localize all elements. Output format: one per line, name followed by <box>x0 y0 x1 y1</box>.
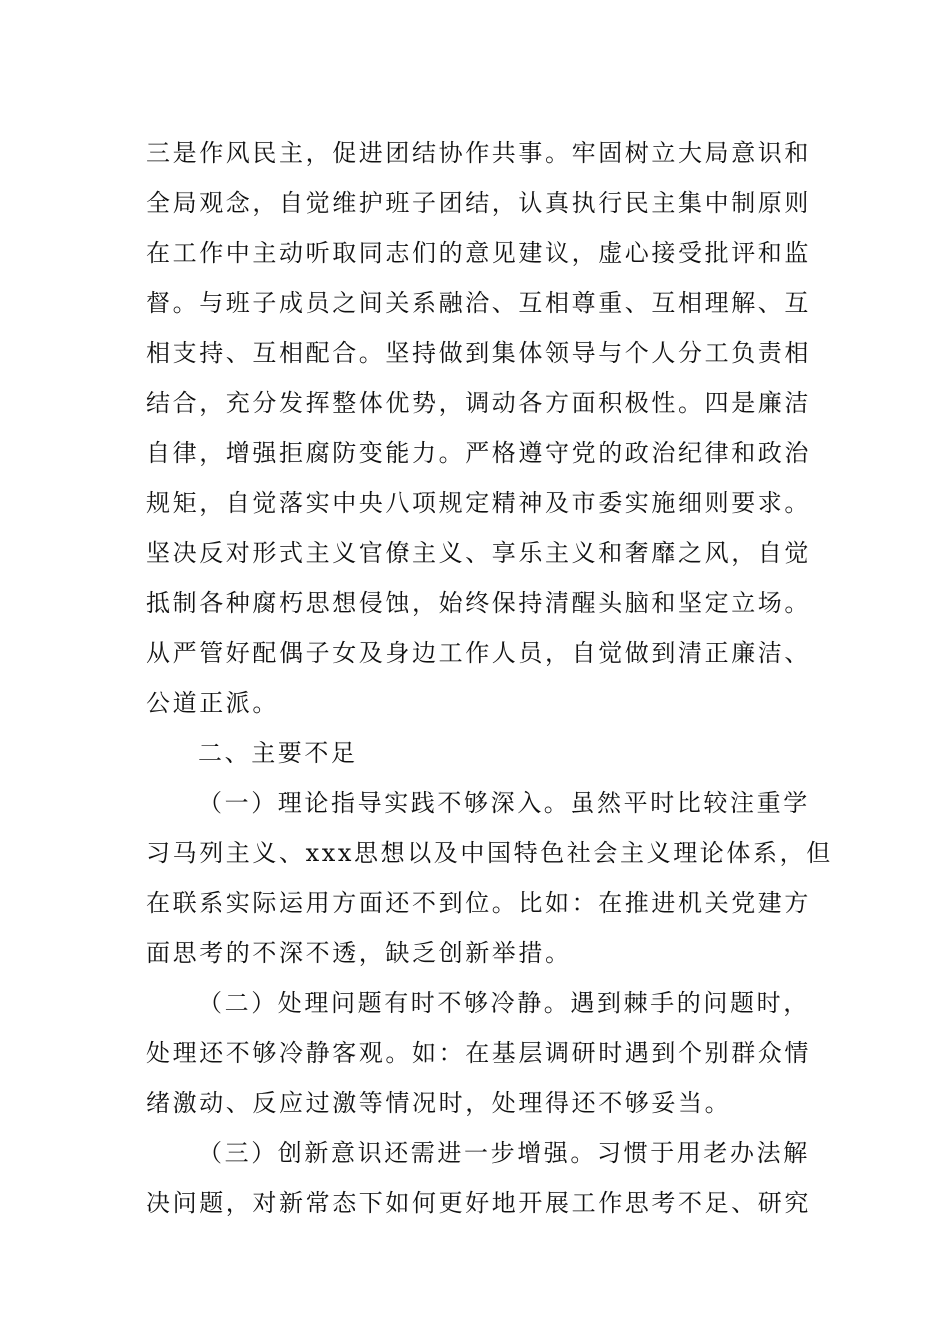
text-line: 从严管好配偶子女及身边工作人员，自觉做到清正廉洁、 <box>146 639 811 667</box>
text-line: （二）处理问题有时不够冷静。遇到棘手的问题时， <box>198 989 810 1017</box>
text-line: 结合，充分发挥整体优势，调动各方面积极性。四是廉洁 <box>146 389 811 417</box>
section-heading: 二、主要不足 <box>198 739 358 767</box>
paragraph-handling-problems <box>146 978 811 1128</box>
text-line: 绪激动、反应过激等情况时，处理得还不够妥当。 <box>146 1089 732 1117</box>
paragraph-theory-practice <box>146 778 833 978</box>
text-line: 规矩，自觉落实中央八项规定精神及市委实施细则要求。 <box>146 489 811 517</box>
document-page <box>146 128 833 1228</box>
text-line: 全局观念，自觉维护班子团结，认真执行民主集中制原则 <box>146 189 811 217</box>
text-line: 习马列主义、xxx思想以及中国特色社会主义理论体系，但 <box>146 839 833 867</box>
text-line: 面思考的不深不透，缺乏创新举措。 <box>146 939 572 967</box>
text-line: 公道正派。 <box>146 689 279 717</box>
text-line: 决问题，对新常态下如何更好地开展工作思考不足、研究 <box>146 1189 811 1217</box>
text-line: 在工作中主动听取同志们的意见建议，虚心接受批评和监 <box>146 239 811 267</box>
text-line: 三是作风民主，促进团结协作共事。牢固树立大局意识和 <box>146 139 811 167</box>
text-line: 自律，增强拒腐防变能力。严格遵守党的政治纪律和政治 <box>146 439 811 467</box>
text-line: 抵制各种腐朽思想侵蚀，始终保持清醒头脑和坚定立场。 <box>146 589 811 617</box>
text-line: 处理还不够冷静客观。如：在基层调研时遇到个别群众情 <box>146 1039 811 1067</box>
text-line: （三）创新意识还需进一步增强。习惯于用老办法解 <box>198 1139 810 1167</box>
text-line: （一）理论指导实践不够深入。虽然平时比较注重学 <box>198 789 810 817</box>
text-line: 在联系实际运用方面还不到位。比如：在推进机关党建方 <box>146 889 811 917</box>
text-line: 督。与班子成员之间关系融洽、互相尊重、互相理解、互 <box>146 289 811 317</box>
text-line: 坚决反对形式主义官僚主义、享乐主义和奢靡之风，自觉 <box>146 539 811 567</box>
text-line: 相支持、互相配合。坚持做到集体领导与个人分工负责相 <box>146 339 811 367</box>
paragraph-innovation <box>146 1128 811 1228</box>
paragraph-work-style <box>146 128 811 728</box>
